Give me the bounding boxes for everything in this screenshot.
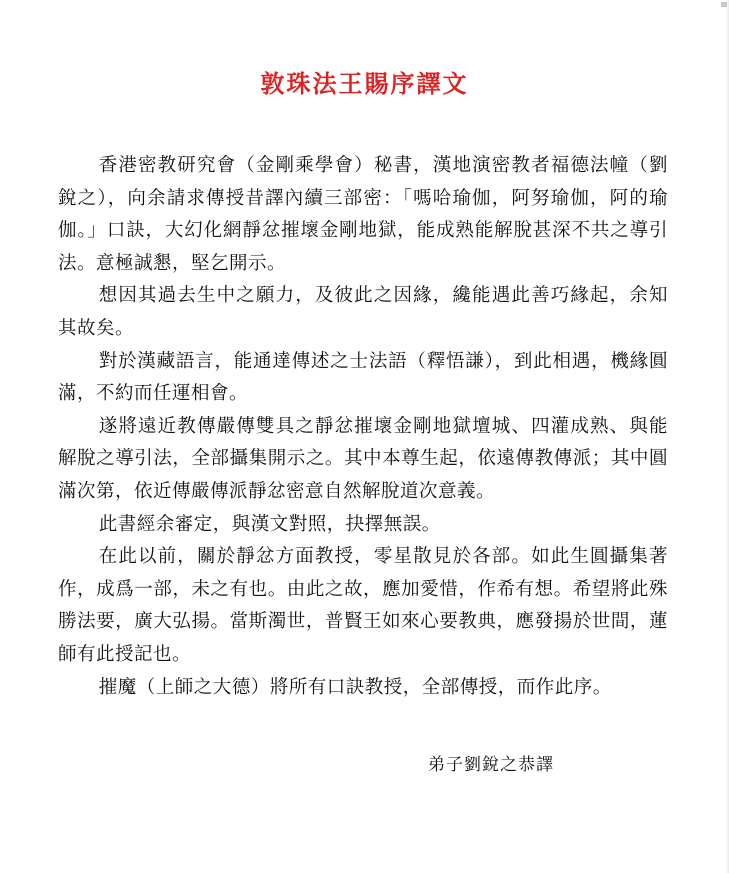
paragraph: 此書經余審定，與漢文對照，抉擇無誤。 — [98, 513, 441, 535]
document-title: 敦珠法王賜序譯文 — [260, 69, 469, 98]
document-body — [58, 150, 668, 704]
paragraph: 香港密教研究會（金剛乘學會）秘書，漢地演密教者福德法幢（劉銳之），向余請求傳授昔譯內續三部密：「嗎哈瑜伽，阿努瑜伽，阿的瑜伽。」口訣，大幻化網靜忿摧壞金剛地獄，能成熟能解脫甚深不共之導引法。意極誠懇，堅乞開示。 — [58, 155, 668, 274]
paragraph: 遂將遠近教傳嚴傳雙具之靜忿摧壞金剛地獄壇城、四灌成熟、與能解脫之導引法，全部攝集開示之。其中本尊生起，依遠傳教傳派；其中圓滿次第，依近傳嚴傳派靜忿密意自然解脫道次意義。 — [58, 415, 668, 502]
translator-signature: 弟子劉銳之恭譯 — [428, 755, 554, 775]
scan-artifact — [721, 2, 727, 7]
paragraph: 想因其過去生中之願力，及彼此之因緣，纔能遇此善巧緣起，余知其故矣。 — [58, 285, 668, 339]
paragraph: 在此以前，關於靜忿方面教授，零星散見於各部。如此生圓攝集著作，成爲一部，未之有也。由此之故，應加愛惜，作希有想。希望將此殊勝法要，廣大弘揚。當斯濁世，普賢王如來心要教典，應發揚於世間，蓮師有此授記也。 — [58, 546, 668, 665]
paragraph: 對於漢藏語言，能通達傳述之士法語（釋悟謙），到此相遇，機緣圓滿，不約而任運相會。 — [58, 350, 668, 405]
paragraph: 摧魔（上師之大德）將所有口訣教授，全部傳授，而作此序。 — [98, 676, 612, 698]
